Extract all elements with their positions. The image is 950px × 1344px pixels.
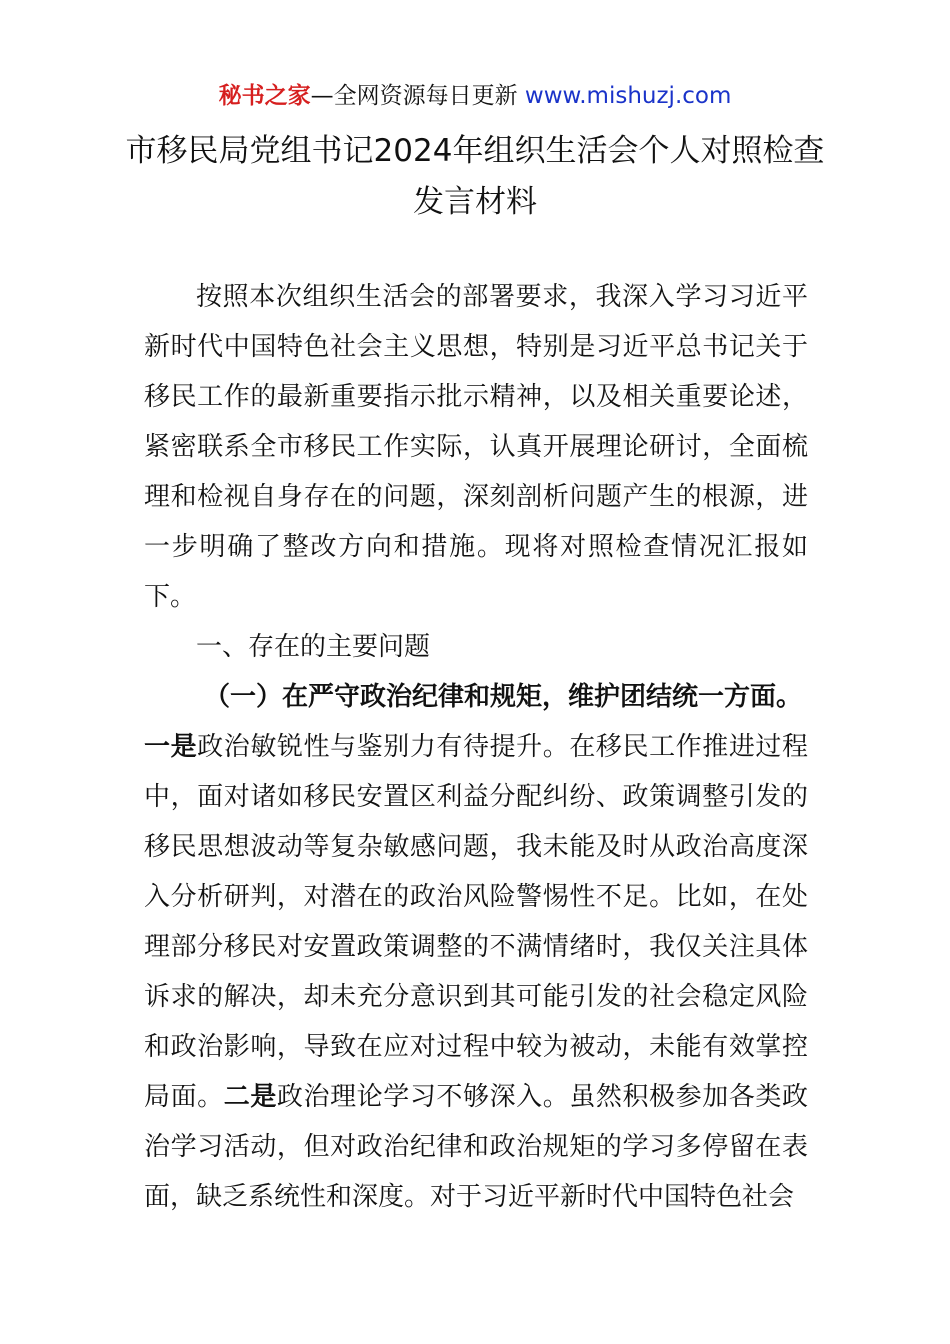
section-heading-problems: 一、存在的主要问题 — [196, 632, 431, 662]
header-tagline: —全网资源每日更新 — [310, 83, 525, 109]
point-2-label: 二是 — [223, 1082, 277, 1112]
brand-name: 秘书之家 — [218, 83, 311, 109]
subsection-heading-political-discipline: （一）在严守政治纪律和规矩，维护团结统一方面。 — [204, 682, 803, 712]
point-1-text: 政治敏锐性与鉴别力有待提升。在移民工作推进过程中，面对诸如移民安置区利益分配纠纷、政策调整引发的移民思想波动等复杂敏感问题，我未能及时从政治高度深入分析研判，对潜在的政治风险警惕性不足。比如，在处理部分移民对安置政策调整的不满情绪时，我仅关注具体诉求的解决，却未充分意识到其可能引发的社会稳定风险和政治影响，导致在应对过程中较为被动，未能有效掌控局面。 — [144, 732, 808, 1112]
intro-paragraph: 按照本次组织生活会的部署要求，我深入学习习近平新时代中国特色社会主义思想，特别是习近平总书记关于移民工作的最新重要指示批示精神，以及相关重要论述，紧密联系全市移民工作实际，认真开展理论研讨，全面梳理和检视自身存在的问题，深刻剖析问题产生的根源，进一步明确了整改方向和措施。现将对照检查情况汇报如下。 — [144, 282, 808, 612]
site-url-link[interactable]: www.mishuzj.com — [524, 83, 732, 109]
document-title: 市移民局党组书记2024年组织生活会个人对照检查发言材料 — [125, 133, 825, 220]
document-body — [144, 272, 808, 1222]
site-header — [0, 80, 950, 112]
point-2-text: 政治理论学习不够深入。虽然积极参加各类政治学习活动，但对政治纪律和政治规矩的学习多停留在表面，缺乏系统性和深度。对于习近平新时代中国特色社会 — [144, 1082, 808, 1212]
point-1-label: 一是 — [144, 732, 198, 762]
problem-points-paragraph — [144, 722, 808, 1222]
